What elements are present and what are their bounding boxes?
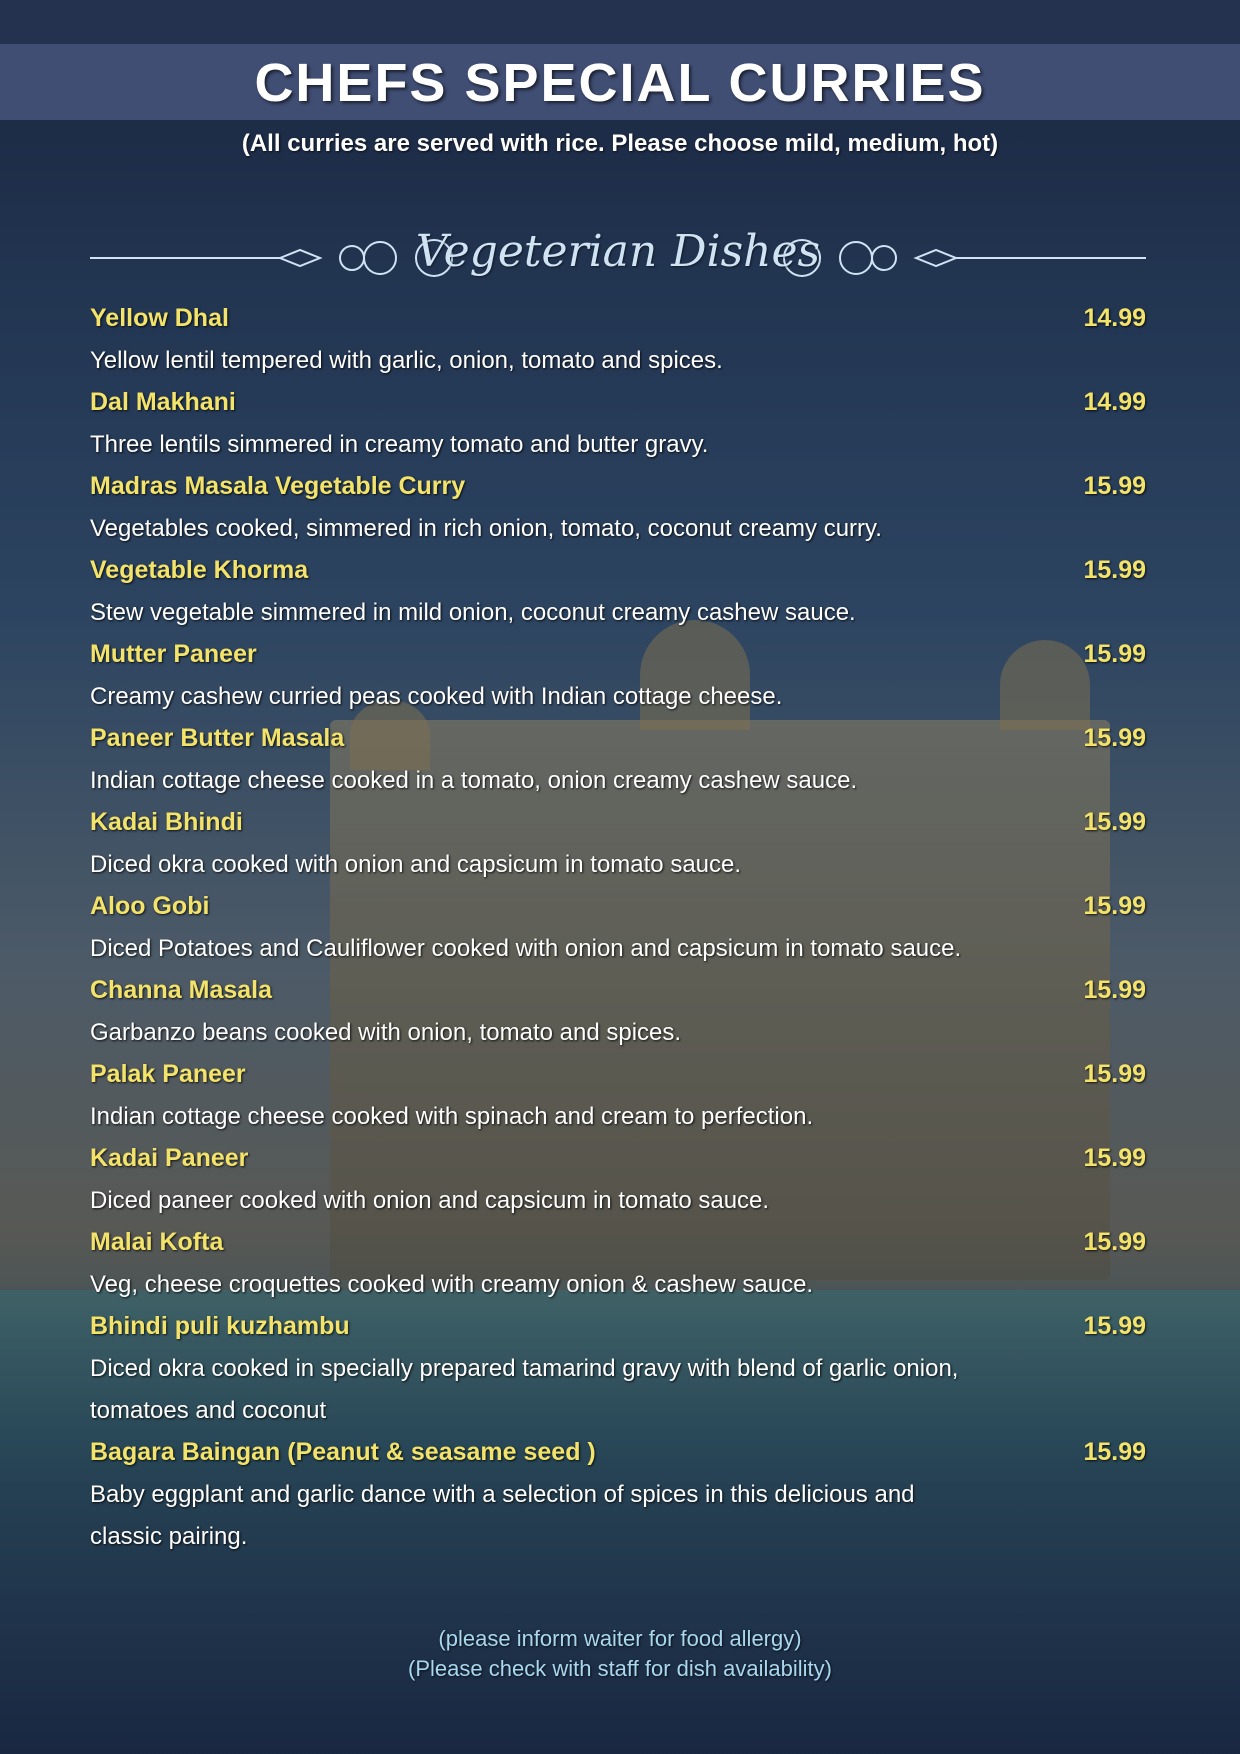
menu-item-price: 15.99 xyxy=(1083,472,1146,500)
menu-item-header xyxy=(90,1138,1146,1180)
menu-item-header xyxy=(90,466,1146,508)
menu-item xyxy=(90,886,1146,970)
menu-item-name: Dal Makhani xyxy=(90,388,236,416)
menu-item-price: 15.99 xyxy=(1083,892,1146,920)
menu-item-price: 15.99 xyxy=(1083,1144,1146,1172)
menu-item-name: Palak Paneer xyxy=(90,1060,246,1088)
availability-note: (Please check with staff for dish availability) xyxy=(408,1656,832,1681)
menu-item-description: Indian cottage cheese cooked in a tomato, onion creamy cashew sauce. xyxy=(90,767,858,794)
allergy-note: (please inform waiter for food allergy) xyxy=(438,1626,802,1651)
menu-item xyxy=(90,550,1146,634)
menu-item xyxy=(90,382,1146,466)
menu-item-price: 15.99 xyxy=(1083,556,1146,584)
menu-item-header xyxy=(90,1222,1146,1264)
menu-item-price: 15.99 xyxy=(1083,1312,1146,1340)
menu-item xyxy=(90,1222,1146,1306)
menu-subtitle: (All curries are served with rice. Please choose mild, medium, hot) xyxy=(241,130,999,157)
menu-item-description: Diced paneer cooked with onion and capsicum in tomato sauce. xyxy=(90,1187,770,1214)
menu-item-name: Aloo Gobi xyxy=(90,892,210,920)
menu-item-header xyxy=(90,1054,1146,1096)
menu-item xyxy=(90,718,1146,802)
top-bar xyxy=(0,0,1240,44)
menu-item-header xyxy=(90,298,1146,340)
menu-item-list xyxy=(90,298,1146,1558)
menu-item-header xyxy=(90,634,1146,676)
menu-item-description: Stew vegetable simmered in mild onion, coconut creamy cashew sauce. xyxy=(90,599,856,626)
menu-item-price: 15.99 xyxy=(1083,640,1146,668)
menu-item-description: Creamy cashew curried peas cooked with Indian cottage cheese. xyxy=(90,683,783,710)
menu-item xyxy=(90,634,1146,718)
menu-item xyxy=(90,466,1146,550)
menu-item-description: Diced okra cooked in specially prepared tamarind gravy with blend of garlic onion, tomatoes and coconut xyxy=(90,1355,959,1424)
menu-item-price: 15.99 xyxy=(1083,724,1146,752)
menu-item-description: Indian cottage cheese cooked with spinach and cream to perfection. xyxy=(90,1103,814,1130)
section-header xyxy=(90,218,1146,298)
menu-item-header xyxy=(90,886,1146,928)
menu-item xyxy=(90,1306,1146,1432)
menu-item-header xyxy=(90,802,1146,844)
menu-item-description: Baby eggplant and garlic dance with a selection of spices in this delicious and classic pairing. xyxy=(90,1481,915,1550)
menu-item-name: Malai Kofta xyxy=(90,1228,224,1256)
menu-item-name: Yellow Dhal xyxy=(90,304,229,332)
menu-item xyxy=(90,802,1146,886)
section-title: Vegeterian Dishes xyxy=(415,226,821,277)
menu-item-price: 15.99 xyxy=(1083,808,1146,836)
menu-item-description: Diced okra cooked with onion and capsicum in tomato sauce. xyxy=(90,851,742,878)
menu-item-description: Diced Potatoes and Cauliflower cooked with onion and capsicum in tomato sauce. xyxy=(90,935,962,962)
menu-item-name: Kadai Paneer xyxy=(90,1144,249,1172)
menu-item-description: Vegetables cooked, simmered in rich onion, tomato, coconut creamy curry. xyxy=(90,515,882,542)
menu-title: CHEFS SPECIAL CURRIES xyxy=(254,53,986,113)
menu-item-description: Three lentils simmered in creamy tomato and butter gravy. xyxy=(90,431,709,458)
menu-item-price: 15.99 xyxy=(1083,1438,1146,1466)
menu-item-header xyxy=(90,970,1146,1012)
menu-item xyxy=(90,1138,1146,1222)
menu-item-description: Veg, cheese croquettes cooked with creamy onion & cashew sauce. xyxy=(90,1271,814,1298)
menu-item-header xyxy=(90,382,1146,424)
menu-item-name: Kadai Bhindi xyxy=(90,808,243,836)
menu-item-price: 15.99 xyxy=(1083,1060,1146,1088)
menu-item xyxy=(90,970,1146,1054)
menu-item-price: 15.99 xyxy=(1083,976,1146,1004)
menu-item-name: Vegetable Khorma xyxy=(90,556,309,584)
menu-item-description: Garbanzo beans cooked with onion, tomato and spices. xyxy=(90,1019,682,1046)
menu-item-description: Yellow lentil tempered with garlic, onion, tomato and spices. xyxy=(90,347,723,374)
menu-item-name: Bhindi puli kuzhambu xyxy=(90,1312,350,1340)
menu-item-name: Bagara Baingan (Peanut & seasame seed ) xyxy=(90,1438,596,1466)
menu-item-name: Channa Masala xyxy=(90,976,273,1004)
menu-item xyxy=(90,1054,1146,1138)
menu-item-header xyxy=(90,1432,1146,1474)
menu-item-header xyxy=(90,550,1146,592)
menu-item-header xyxy=(90,718,1146,760)
menu-item xyxy=(90,1432,1146,1558)
menu-item-header xyxy=(90,1306,1146,1348)
menu-item-name: Mutter Paneer xyxy=(90,640,257,668)
menu-item-name: Paneer Butter Masala xyxy=(90,724,345,752)
menu-item-price: 14.99 xyxy=(1083,388,1146,416)
menu-item-name: Madras Masala Vegetable Curry xyxy=(90,472,466,500)
menu-item-price: 14.99 xyxy=(1083,304,1146,332)
menu-item xyxy=(90,298,1146,382)
menu-item-price: 15.99 xyxy=(1083,1228,1146,1256)
footer-notes xyxy=(0,1624,1240,1684)
